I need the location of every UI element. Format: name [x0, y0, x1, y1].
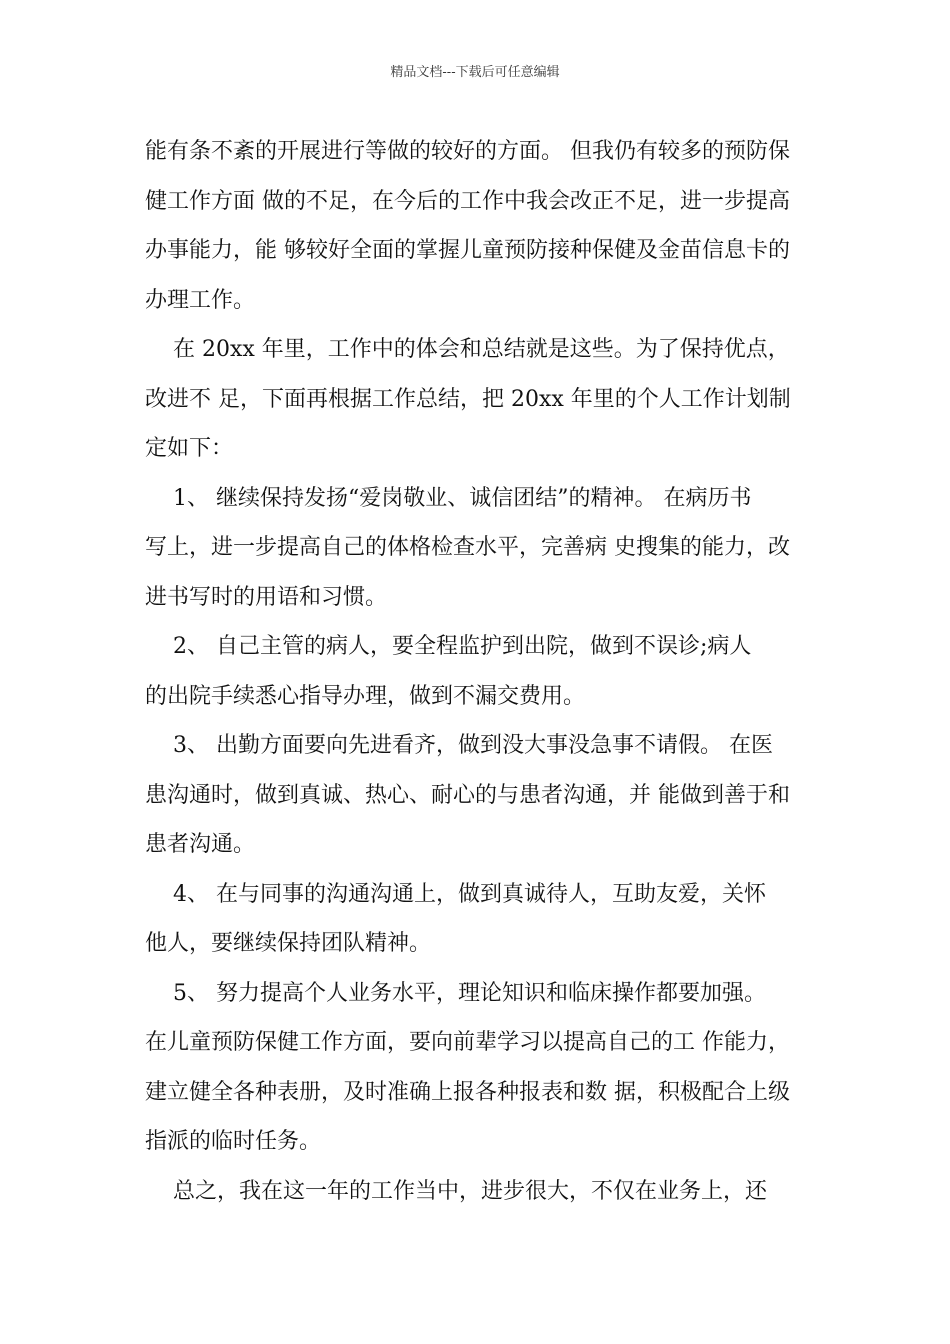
text-line: 建立健全各种表册，及时准确上报各种报表和数 据，积极配合上级	[145, 1079, 790, 1105]
text-line: 定如下：	[145, 436, 234, 461]
text-line: 的出院手续悉心指导办理，做到不漏交费用。	[145, 683, 586, 709]
text-line: 3、 出勤方面要向先进看齐，做到没大事没急事不请假。 在医	[145, 733, 773, 758]
text-line: 2、 自己主管的病人，要全程监护到出院，做到不误诊;病人	[145, 634, 752, 659]
text-line: 5、 努力提高个人业务水平，理论知识和临床操作都要加强。	[145, 980, 766, 1006]
text-line: 1、 继续保持发扬“爱岗敬业、诚信团结”的精神。 在病历书	[145, 485, 752, 511]
text-line: 指派的临时任务。	[145, 1129, 322, 1154]
text-line: 4、 在与同事的沟通沟通上，做到真诚待人，互助友爱，关怀	[145, 881, 766, 907]
text-line: 办理工作。	[145, 287, 256, 313]
text-line: 健工作方面 做的不足，在今后的工作中我会改正不足，进一步提高	[145, 188, 790, 214]
text-line: 患者沟通。	[145, 832, 256, 857]
page-header: 精品文档---下载后可任意编辑	[390, 65, 560, 80]
text-line: 办事能力，能 够较好全面的掌握儿童预防接种保健及金苗信息卡的	[145, 238, 790, 263]
text-line: 总之，我在这一年的工作当中，进步很大，不仅在业务上，还	[145, 1178, 767, 1204]
text-line: 他人，要继续保持团队精神。	[145, 931, 432, 956]
text-line: 能有条不紊的开展进行等做的较好的方面。 但我仍有较多的预防保	[145, 139, 790, 164]
document-body	[145, 127, 815, 1216]
text-line: 患沟通时，做到真诚、热心、耐心的与患者沟通，并 能做到善于和	[145, 782, 790, 808]
text-line: 写上，进一步提高自己的体格检查水平，完善病 史搜集的能力，改	[145, 535, 790, 560]
text-line: 进书写时的用语和习惯。	[145, 584, 388, 610]
text-line: 在 20xx 年里，工作中的体会和总结就是这些。为了保持优点，	[145, 337, 790, 362]
text-line: 在儿童预防保健工作方面，要向前辈学习以提高自己的工 作能力，	[145, 1030, 790, 1055]
text-line: 改进不 足，下面再根据工作总结，把 20xx 年里的个人工作计划制	[145, 386, 791, 412]
